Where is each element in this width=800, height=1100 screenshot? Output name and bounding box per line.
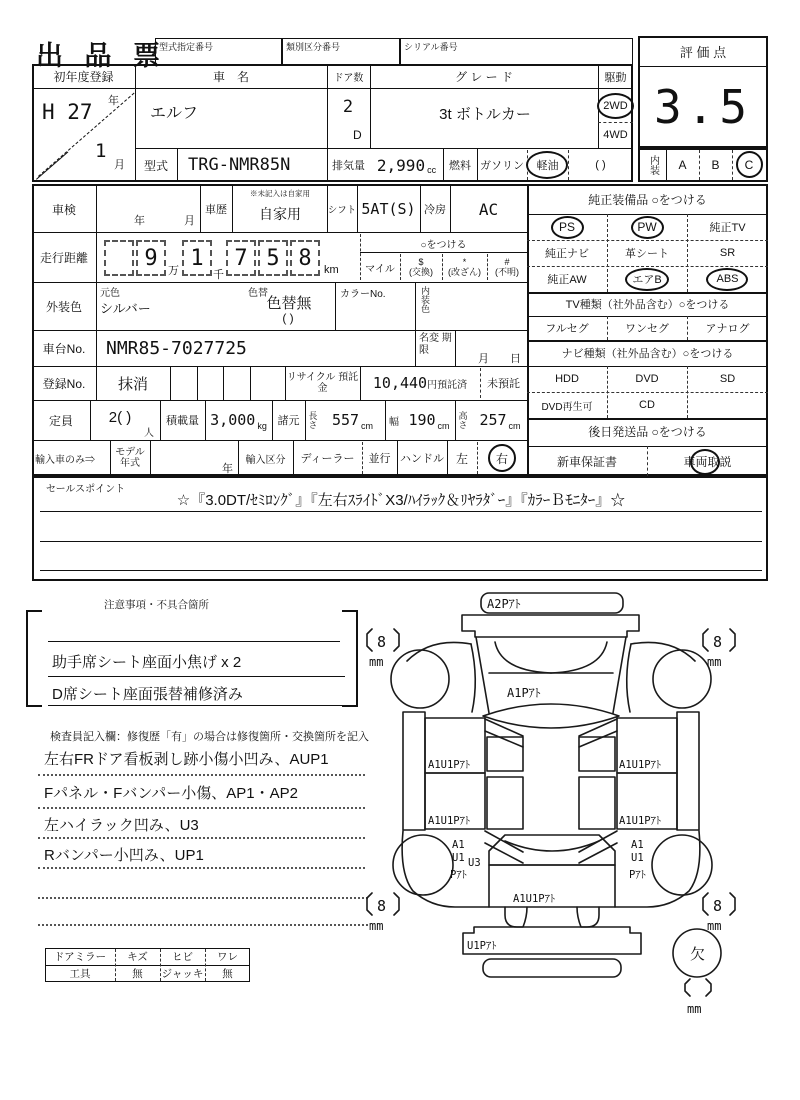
panel-right-upper-label: A1U1Pｱﾄ [619,759,662,771]
line [415,282,416,330]
odometer-option-exchange-sub: (交換) [409,267,433,277]
navi-option-hdd: HDD [555,373,579,385]
equip-oem-tv: 純正TV [709,222,746,234]
doors-unit: D [353,128,362,142]
line [38,897,368,899]
vehicle-damage-diagram [355,585,795,1045]
recycle-not-deposited: 未預託 [487,378,520,390]
ship-option-owners-manual: 車両取説 [683,454,732,469]
cab-side-left [476,637,489,713]
front-left-fender [407,642,471,661]
line [48,705,350,706]
tv-option-oneseg: ワンセグ [625,323,669,335]
mileage-sen-unit: 千 [213,269,224,281]
first-reg-month-unit: 月 [114,159,125,171]
model-code-label: 型式 [143,158,168,173]
orig-color-label: 元色 [100,288,120,299]
tread-rear-left-unit: mm [369,919,384,933]
import-option-dealer: ディーラー [300,453,355,465]
equip-oem-navi: 純正ナビ [545,248,589,260]
reg-no-label: 登録No. [42,376,86,391]
tools-cell-tool-none: 無 [132,968,143,980]
line [335,282,336,330]
first-reg-month-value: 1 [95,140,107,162]
fuel-other-paren: ( ) [595,159,606,171]
line [40,570,762,571]
drive-2wd-circle-mark [597,93,634,119]
history-value: 自家用 [259,206,301,222]
drive-option-4wd: 4WD [603,129,628,141]
equip-oem-aw: 純正AW [547,274,587,286]
fuel-diesel-circle-mark [526,151,568,179]
equip-pw-circle-mark [631,216,664,239]
shaken-label: 車検 [51,202,76,217]
rear-bumper-label: U1Pｱﾄ [467,940,497,952]
tread-rear-right-value: 8 [713,897,723,915]
cab-roof-shape [483,704,619,728]
line [48,676,345,677]
length-unit: cm [361,421,374,431]
equip-airbag: エアB [632,274,662,286]
navi-option-dvd: DVD [635,373,659,385]
model-year-unit: 年 [222,463,233,475]
load-label: 積載量 [166,415,199,427]
odometer-option-exchange [400,252,442,282]
odometer-option-mile: マイル [365,263,395,275]
line [177,148,178,182]
color-no-label: カラーNo. [340,289,386,300]
width-value: 190 [408,411,436,429]
bed-inner-right-lower [579,777,615,829]
rear-bump-left [505,907,527,927]
line [38,924,368,926]
width-cell [403,400,455,440]
length-cell [320,400,385,440]
tools-cell-break: ワレ [217,951,238,963]
navi-option-cd: CD [639,399,655,411]
length-value: 557 [331,411,360,429]
tread-rear-left-value: 8 [377,897,387,915]
capacity-value: 2( ) [108,408,132,426]
truck-top-view [367,593,735,996]
line [232,184,233,232]
equip-leather-seat: 革シート [625,248,669,260]
height-cell [473,400,527,440]
car-name-value: エルフ [150,104,199,122]
import-only-label: 輸入車のみ⇒ [35,454,95,466]
width-label: 幅 [389,416,399,428]
equip-ps: PS [558,220,575,234]
tread-front-left-value: 8 [377,633,387,651]
load-cell [205,400,272,440]
odometer-option-tampered-symbol: * [462,256,467,267]
line [38,807,365,809]
interior-grade-c: C [744,158,754,172]
equip-airbag-circle-mark [625,268,669,291]
mileage-unit: km [324,264,339,276]
rear-left-damage-4: Pｱﾄ [450,869,467,881]
ext-color-label: 外装色 [45,299,82,314]
recycle-deposited-value: 10,440 [372,374,428,392]
recycle-deposited-cell [360,366,480,400]
dims-label: 諸元 [277,415,300,427]
tv-option-analog: アナログ [705,323,750,335]
rear-body-label: A1U1Pｱﾄ [513,893,556,905]
bed-brace-front-left [485,719,523,747]
rear-left-tire [393,835,453,895]
score-title: 評 価 点 [679,45,727,60]
equip-abs-circle-mark [706,268,748,291]
history-note: ※未記入は自家用 [250,188,310,198]
line [197,366,198,400]
line [598,122,633,123]
line [415,330,416,366]
tread-rear-right-unit: mm [707,919,722,933]
mileage-digit-3: 1 [182,240,212,276]
capacity-unit: 人 [144,428,154,439]
grade-label: グ レ ー ド [454,70,513,84]
equip-abs: ABS [716,273,739,285]
reg-no-value: 抹消 [117,375,148,393]
sales-point-label: セールスポイント [46,484,126,495]
rear-right-fender [615,831,700,907]
fuel-option-diesel: 軽油 [536,160,559,172]
front-left-tire [391,650,449,708]
displacement-unit: cc [427,165,437,175]
tools-cell-door-mirror: ドアミラー [53,951,107,963]
line [455,330,456,366]
int-color-label: 内装色 [420,286,430,313]
interior-grade-label: 内装 [647,155,659,175]
front-right-tire [653,650,711,708]
fuel-option-gasoline: ガソリン [480,160,524,172]
height-value: 257 [479,411,507,429]
doors-label: ドア数 [333,73,364,84]
windshield-arc-left [495,642,551,673]
odometer-option-tampered-sub: (改ざん) [448,267,481,277]
capacity-label: 定員 [48,413,73,428]
field-class-no-label: 類別区分番号 [286,42,341,52]
rear-left-damage-2: U1 [452,852,465,864]
line [38,867,365,869]
rear-left-damage-3: U3 [468,857,481,869]
drive-label: 駆動 [604,71,627,84]
displacement-value-cell [370,148,443,182]
notes-line-2: 助手席シート座面小焦げ x 2 [52,654,242,671]
inspector-line-1: 左右FRドア看板剥し跡小傷小凹み、AUP1 [44,751,329,768]
right-rail-shape [677,712,699,830]
rear-deck-shape [489,835,615,865]
front-bumper-shape [462,615,639,637]
inspector-line-2: Fパネル・Fバンパー小傷、AP1・AP2 [44,785,298,802]
equip-sr: SR [719,247,736,259]
interior-grade-b: B [711,158,720,172]
tread-front-left-unit: mm [369,655,384,669]
handle-right-circle-mark [488,444,516,472]
displacement-value: 2,990 [376,155,426,175]
panel-left-upper-label: A1U1Pｱﾄ [428,759,471,771]
odometer-option-unknown-sub: (不明) [495,267,519,277]
line [640,66,766,67]
history-label: 車歴 [205,204,227,216]
line [48,641,340,642]
mileage-digit-6: 8 [290,240,320,276]
rear-right-damage-3: Pｱﾄ [629,869,646,881]
bed-inner-left-upper [487,737,523,771]
inspector-line-3: 左ハイラック凹み、U3 [44,817,199,834]
tread-front-right-unit: mm [707,655,722,669]
name-change-day: 日 [510,353,521,365]
handle-option-left: 左 [455,451,468,466]
notes-line-3: D席シート座面張替補修済み [52,686,243,703]
tread-bracket-spare [685,979,711,996]
notes-label: 注意事項・不具合箇所 [104,599,209,611]
shaken-month-unit: 月 [184,215,195,227]
tread-front-right-value: 8 [713,633,723,651]
tools-cell-scratch: キズ [127,951,148,963]
line [38,774,365,776]
notes-bracket-left [26,610,42,707]
chassis-no-label: 車台No. [42,341,86,356]
windshield-arc-right [551,642,607,673]
panel-right-lower-label: A1U1Pｱﾄ [619,815,662,827]
tv-option-fullseg: フルセグ [545,323,589,335]
model-year-label: モデル 年式 [115,446,145,469]
color-change-label: 色替 [248,288,268,299]
rear-right-tire [652,835,712,895]
rear-step-shape [483,959,621,977]
bed-inner-left-lower [487,777,523,829]
field-serial-no-label: シリアル番号 [404,42,458,52]
name-change-month: 月 [478,353,489,365]
recycle-deposited-suffix: 円預託済 [427,379,468,391]
cab-side-right [613,637,626,713]
cab-label: A1Pｱﾄ [507,686,541,700]
color-change-value: 色替無 [266,294,312,312]
name-change-label: 名変 期限 [419,333,452,356]
load-value: 3,000 [210,411,256,429]
recycle-deposit-label: リサイクル 預託金 [286,371,359,394]
first-reg-era-value: H 27 [42,100,93,124]
height-unit: cm [508,421,521,431]
displacement-label: 排気量 [332,160,365,172]
line [32,282,527,283]
panel-left-lower-label: A1U1Pｱﾄ [428,815,471,827]
front-right-fender-inner [627,644,631,712]
field-class-no [282,38,400,66]
shaken-year-unit: 年 [134,215,145,227]
line [32,232,527,233]
line [110,440,111,476]
inspector-label: 検査員記入欄：修復歴「有」の場合は修復箇所・交換箇所を記入 [50,731,369,743]
line [40,541,762,542]
line [90,400,91,440]
rear-left-fender [402,831,489,907]
load-unit: kg [257,421,267,431]
navi-type-title: ナビ種類（社外品含む）○をつける [561,347,734,360]
line [32,88,633,89]
equip-ps-circle-mark [551,216,584,239]
odometer-option-unknown-symbol: # [504,256,510,267]
color-change-paren: ( ) [282,311,294,325]
tread-spare-unit: mm [687,1002,702,1016]
navi-option-dvd-play: DVD再生可 [541,401,593,413]
shift-label: シフト [327,205,357,216]
mileage-digit-5: 5 [258,240,288,276]
handle-option-right: 右 [495,451,508,466]
handle-label: ハンドル [400,453,444,465]
field-type-approval-no [155,38,282,66]
import-option-parallel: 並行 [368,453,391,465]
page-title: 出 品 票 [36,41,168,71]
doors-value: 2 [342,97,354,117]
left-rail-shape [403,712,425,830]
odometer-option-tampered [442,252,487,282]
drive-option-2wd: 2WD [603,100,628,112]
mileage-digit-4: 7 [226,240,256,276]
line [223,366,224,400]
navi-option-sd: SD [719,373,736,385]
mileage-digit-2: 9 [136,240,166,276]
tools-cell-jack: ジャッキ [161,968,204,980]
rear-left-damage-1: A1 [452,839,465,851]
interior-grade-c-circle-mark [736,151,763,178]
length-label: 長さ [307,411,318,429]
field-type-approval-no-label: 型式指定番号 [159,42,214,52]
odometer-mark-note: ○をつける [420,239,467,251]
front-right-fender [631,642,695,661]
bed-inner-right-upper [579,737,615,771]
chassis-no-value: NMR85-7027725 [106,337,247,359]
ship-manual-circle-mark [690,449,720,475]
line [150,440,151,476]
front-left-fender-inner [471,644,475,712]
rear-bump-right [577,907,599,927]
aircon-label: 冷房 [424,204,446,216]
tv-type-title: TV種類（社外品含む）○をつける [565,298,730,311]
grade-value: 3t ボトルカー [439,105,531,123]
equip-pw: PW [637,220,657,234]
height-label: 高さ [457,411,468,429]
orig-color-value: シルバー [100,301,151,316]
later-shipment-title: 後日発送品 ○をつける [588,425,707,439]
ship-option-warranty-book: 新車保証書 [556,454,617,469]
interior-grade-a: A [678,158,687,172]
mileage-digit-1 [104,240,134,276]
front-bumper-label: A2Pｱﾄ [487,597,521,611]
width-unit: cm [437,421,450,431]
tools-cell-tool: 工具 [69,968,91,980]
first-reg-label: 初年度登録 [53,70,114,84]
spare-missing-mark: 欠 [690,945,706,963]
mileage-man-unit: 万 [168,265,179,277]
shift-value: 5AT(S) [361,200,416,218]
import-class-label: 輸入区分 [245,454,286,466]
car-name-label: 車 名 [212,70,249,84]
line [170,366,171,400]
odometer-option-exchange-symbol: $ [418,256,424,267]
rear-right-damage-2: U1 [631,852,644,864]
sales-point-text: ☆『3.0DT/ｾﾐﾛﾝｸﾞ』『左右ｽﾗｲﾄﾞX3/ﾊｲﾗｯｸ＆ﾘﾔﾗﾀﾞｰ』『ｶﾗｰＢﾓﾆﾀｰ』☆ [176,491,626,509]
aircon-value: AC [478,199,499,219]
oem-equip-title: 純正装備品 ○をつける [588,193,707,207]
model-code-value: TRG-NMR85N [188,155,291,175]
line [38,837,365,839]
odometer-option-unknown [487,252,527,282]
first-reg-year-unit: 年 [108,95,119,107]
score-value: 3.5 [653,80,753,134]
mileage-label: 走行距離 [39,250,88,265]
line [250,366,251,400]
fuel-label: 燃料 [449,160,471,172]
bed-brace-front-right [579,719,617,747]
rear-right-damage-1: A1 [631,839,644,851]
tools-cell-jack-none: 無 [222,968,233,980]
field-serial-no [400,38,633,66]
tools-cell-crack: ヒビ [172,951,193,963]
inspector-line-4: Rバンパー小凹み、UP1 [44,847,204,864]
line [40,511,762,512]
